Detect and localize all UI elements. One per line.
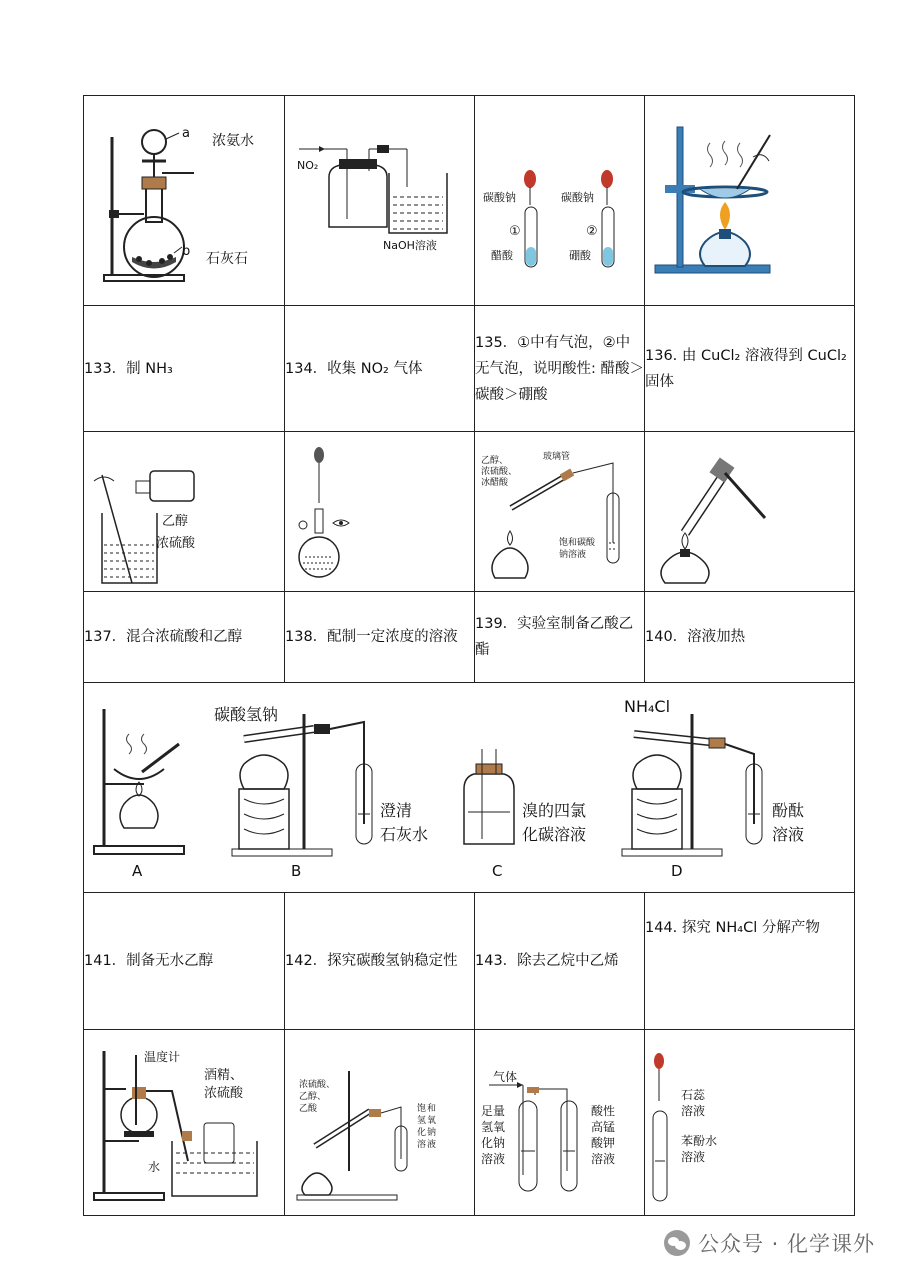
drop-label-1: 碳酸钠 [483,190,516,204]
wechat-icon [664,1230,690,1256]
kmno4-l4: 溶液 [591,1151,616,1166]
gas-label: 气体 [493,1069,518,1084]
caption-143: 143．除去乙烷中乙烯 [475,893,645,1030]
caption-row-1 [84,306,855,432]
phenol-l2: 溶液 [681,1149,706,1164]
litmus-l1: 石蕊 [681,1087,706,1102]
rec-c8: 液 [427,1139,437,1150]
caption-134: 134．收集 NO₂ 气体 [285,306,475,432]
reagent-l2: 浓硫酸、 [481,466,518,477]
b-top-label: 碳酸氢钠 [214,704,279,724]
caption-136: 136. 由 CuCl₂ 溶液得到 CuCl₂ 固体 [645,306,855,432]
drop-label-2: 碳酸钠 [561,190,594,204]
reagent-limestone: 石灰石 [206,250,248,267]
rec-c1: 饱 [417,1103,427,1114]
naoh-solution: NaOH溶液 [383,238,437,252]
rec-c4: 氧 [427,1115,437,1126]
figure-135 [475,96,645,306]
letter-b: B [291,861,302,880]
caption-133: 133．制 NH₃ [84,306,285,432]
b-r2: 石灰水 [380,824,429,844]
figure-147 [475,1030,645,1216]
reagent-l3: 冰醋酸 [481,477,509,488]
reagent-l1: 乙醇、 [481,455,509,466]
c-r2: 化碳溶液 [522,824,587,844]
rec-c7: 溶 [417,1139,427,1150]
ethanol-label: 乙醇 [162,513,189,529]
gas-no2: NO₂ [297,158,319,172]
mix-l2: 乙醇、 [299,1091,327,1102]
kmno4-l1: 酸性 [591,1103,616,1118]
apparatus-c [464,749,586,880]
apparatus-b [214,705,428,880]
label-a: a [182,125,190,141]
caption-142: 142．探究碳酸氢钠稳定性 [285,893,475,1030]
receiver-l1: 饱和碳酸 [559,537,596,548]
acid-label-1: 醋酸 [491,248,513,262]
litmus-l2: 溶液 [681,1103,706,1118]
figure-139 [475,432,645,592]
naoh-l2: 氢氧 [481,1119,506,1134]
mixture-l2: 浓硫酸 [204,1085,244,1101]
glass-tube-label: 玻璃管 [543,451,571,462]
caption-135: 135．①中有气泡，②中无气泡，说明酸性: 醋酸＞碳酸＞硼酸 [475,306,645,432]
letter-d: D [671,861,683,880]
caption-row-3 [84,893,855,1030]
rec-c5: 化 [417,1127,427,1138]
mixture-l1: 酒精、 [204,1067,244,1083]
d-top-label: NH₄Cl [624,696,671,716]
experiment-table [83,95,855,1216]
label-b: b [182,243,191,259]
figure-140 [645,432,855,592]
d-r2: 溶液 [772,824,805,844]
watermark [664,1228,875,1258]
phenol-l1: 苯酚水 [681,1133,718,1148]
b-r1: 澄清 [380,800,413,820]
figure-136 [645,96,855,306]
reagent-ammonia: 浓氨水 [212,132,254,149]
kmno4-l3: 酸钾 [591,1135,616,1150]
figure-145 [84,1030,285,1216]
rec-c3: 氢 [417,1115,427,1126]
letter-a: A [132,861,143,880]
apparatus-a [94,709,184,880]
mix-l1: 浓硫酸、 [299,1079,336,1090]
caption-row-2 [84,592,855,683]
image-row-2 [84,432,855,592]
caption-144: 144. 探究 NH₄Cl 分解产物 [645,893,855,1030]
rec-c2: 和 [427,1103,437,1114]
figure-146 [285,1030,475,1216]
caption-140: 140．溶液加热 [645,592,855,683]
c-r1: 溴的四氯 [522,800,587,820]
figure-133 [84,96,285,306]
image-row-3 [84,683,855,893]
figure-148 [645,1030,855,1216]
figure-138 [285,432,475,592]
thermometer-label: 温度计 [144,1049,181,1064]
water-label: 水 [148,1159,161,1174]
receiver-l2: 钠溶液 [559,549,587,560]
kmno4-l2: 高锰 [591,1119,616,1134]
caption-137: 137．混合浓硫酸和乙醇 [84,592,285,683]
image-row-4 [84,1030,855,1216]
image-row-1 [84,96,855,306]
figure-137 [84,432,285,592]
mix-l3: 乙酸 [299,1103,318,1114]
acid-label-2: 硼酸 [569,248,591,262]
tube-number-2: ② [586,223,598,239]
sulfuric-acid-label: 浓硫酸 [156,535,196,551]
naoh-l1: 足量 [481,1103,506,1118]
figure-141-144 [84,683,855,893]
figure-134 [285,96,475,306]
watermark-text: 公众号 · 化学课外 [697,1232,875,1256]
naoh-l4: 溶液 [481,1151,506,1166]
rec-c6: 钠 [427,1127,437,1138]
letter-c: C [492,861,503,880]
naoh-l3: 化钠 [481,1135,506,1150]
d-r1: 酚酞 [772,800,805,820]
caption-139: 139．实验室制备乙酸乙酯 [475,592,645,683]
tube-number-1: ① [509,223,521,239]
caption-141: 141．制备无水乙醇 [84,893,285,1030]
apparatus-d [622,697,804,880]
caption-138: 138．配制一定浓度的溶液 [285,592,475,683]
